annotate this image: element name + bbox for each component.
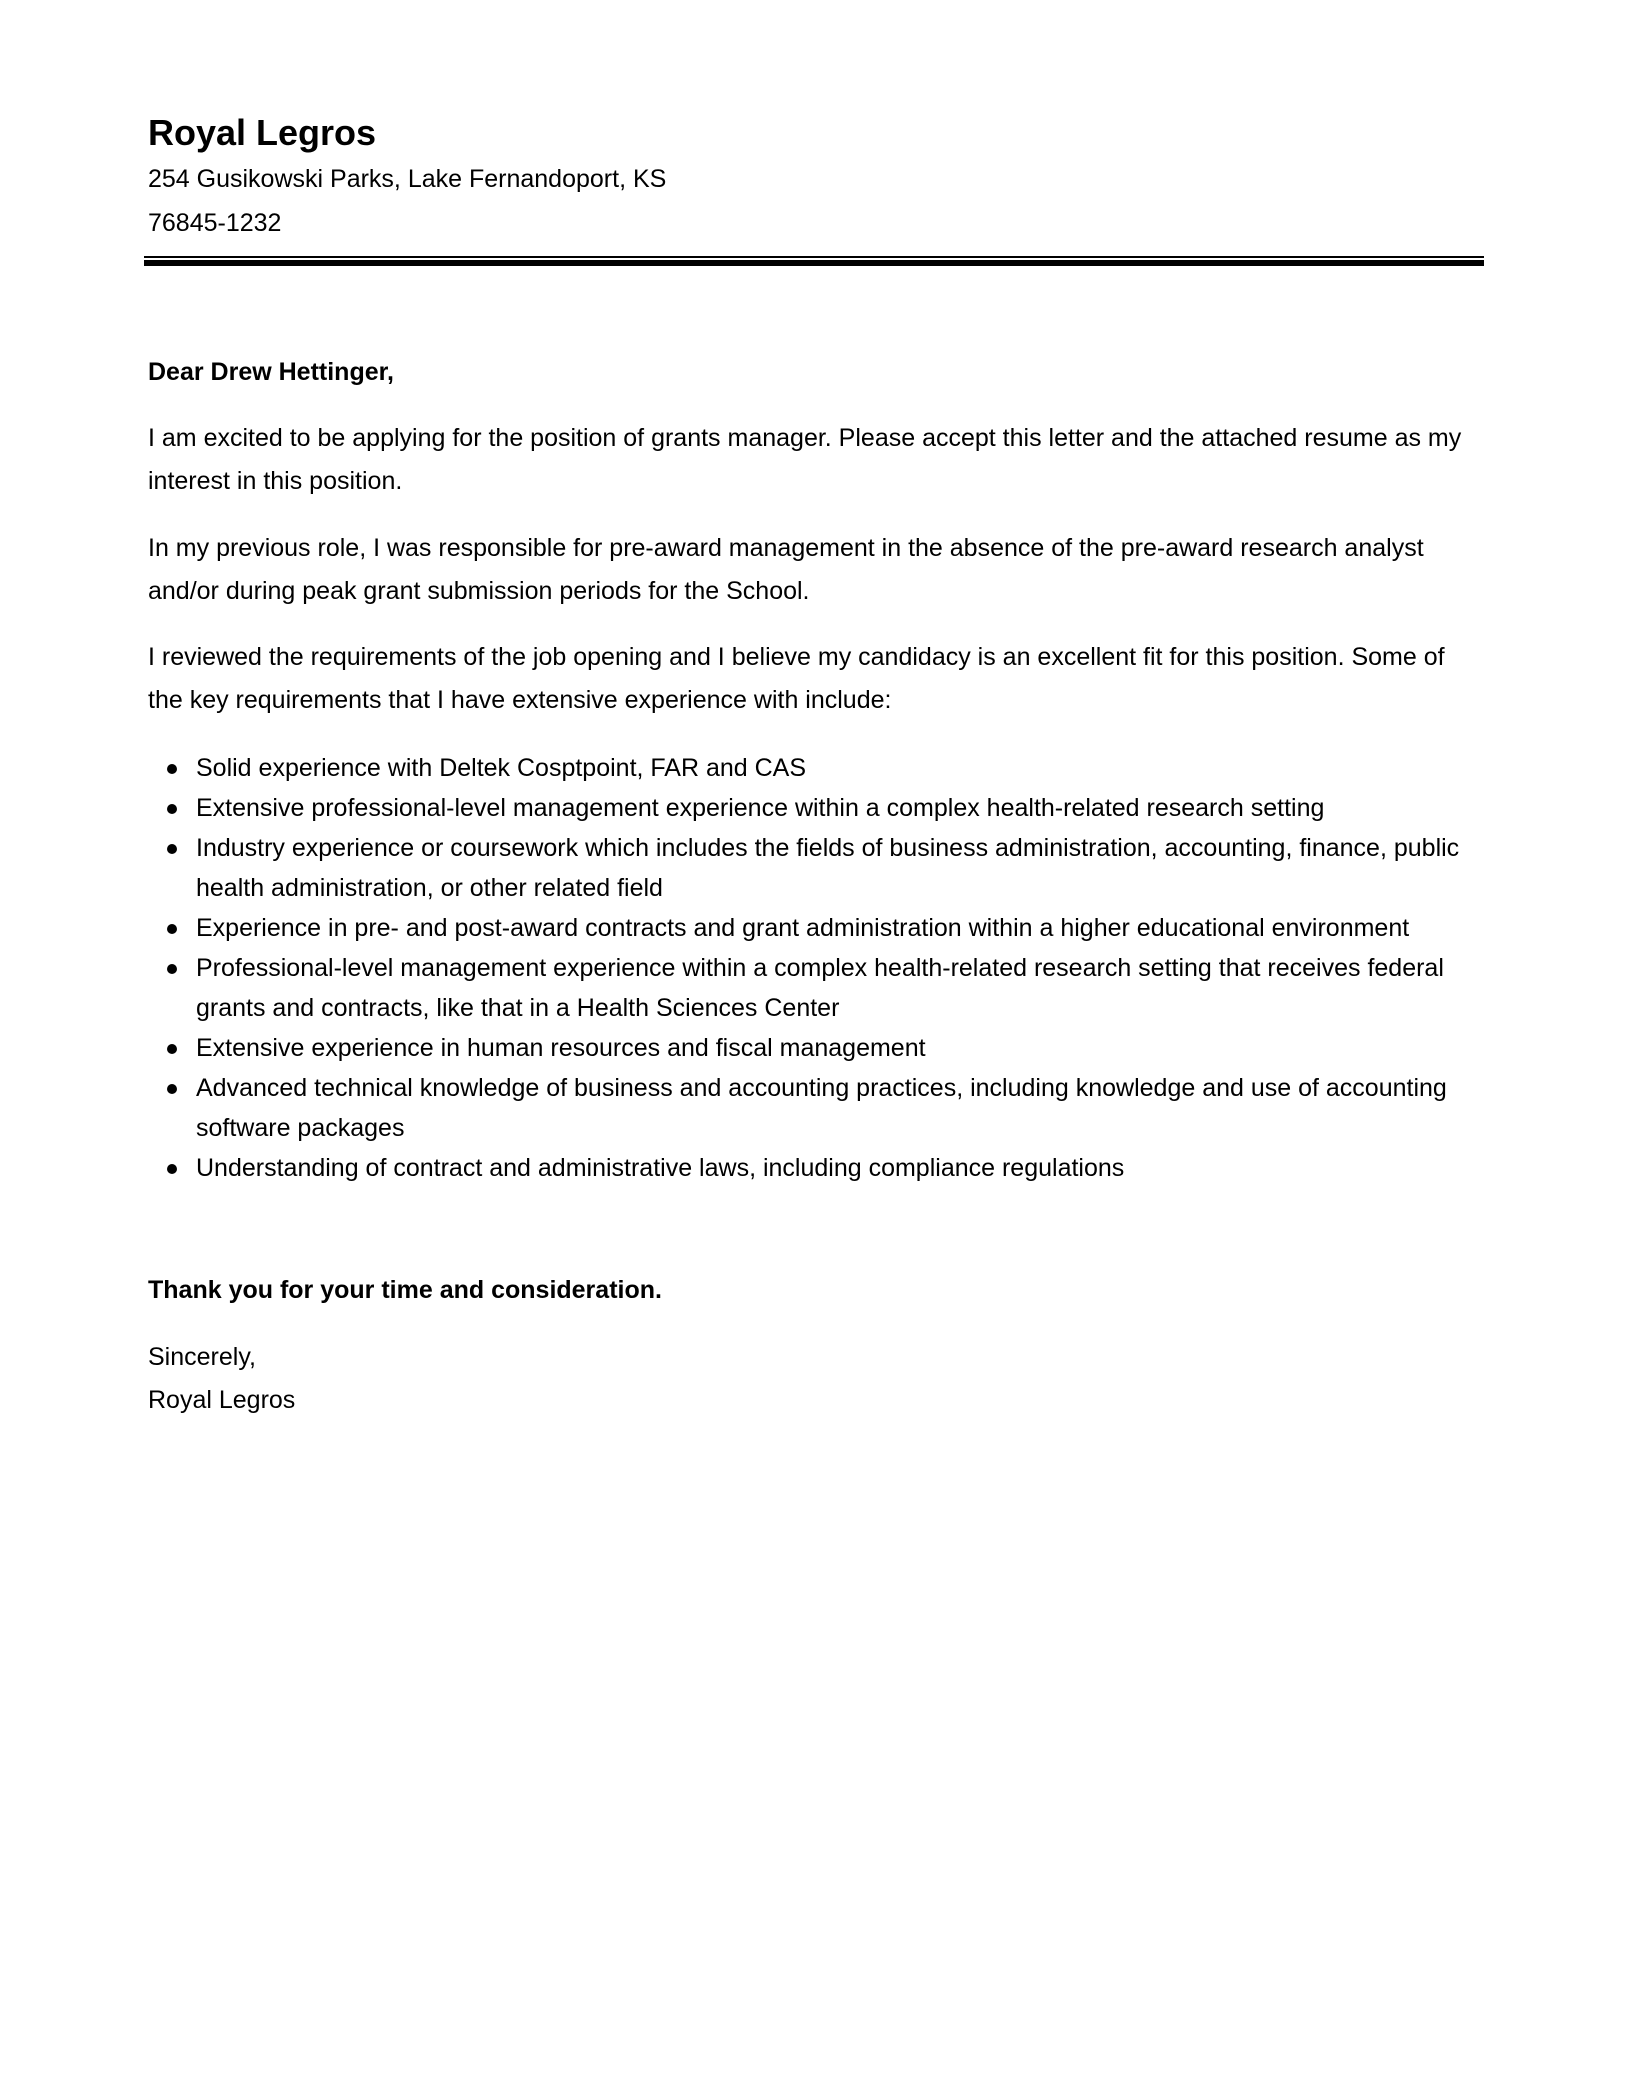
list-item-text: Extensive professional-level management experience within a complex health-related research setting (196, 794, 1325, 822)
closing-line: Thank you for your time and consideration. (148, 1276, 662, 1304)
list-item (196, 1068, 1496, 1148)
list-item-text: Solid experience with Deltek Cosptpoint, FAR and CAS (196, 754, 807, 782)
bullet-icon (167, 764, 177, 774)
header-divider (144, 256, 1484, 266)
requirements-list (148, 748, 1496, 1188)
list-item (196, 1148, 1496, 1188)
bullet-icon (167, 924, 177, 934)
list-item-text: Experience in pre- and post-award contracts and grant administration within a higher educational environment (196, 914, 1410, 942)
bullet-icon (167, 844, 177, 854)
paragraph-requirements: I reviewed the requirements of the job opening and I believe my candidacy is an excellent fit for this position. Some of the key requirements that I have extensive experience with include: (148, 643, 1445, 714)
bullet-icon (167, 1164, 177, 1174)
list-item-text: Industry experience or coursework which includes the fields of business administration, accounting, finance, public health administration, or other related field (196, 834, 1460, 902)
list-item (196, 748, 1496, 788)
sender-name: Royal Legros (148, 112, 377, 153)
bullet-icon (167, 1084, 177, 1094)
bullet-icon (167, 1044, 177, 1054)
sender-address-line1: 254 Gusikowski Parks, Lake Fernandoport, KS (148, 165, 667, 193)
bullet-icon (167, 964, 177, 974)
list-item (196, 788, 1496, 828)
sender-address-line2: 76845-1232 (148, 209, 282, 237)
list-item-text: Extensive experience in human resources and fiscal management (196, 1034, 926, 1062)
signoff: Sincerely, (148, 1343, 256, 1371)
list-item (196, 948, 1496, 1028)
bullet-icon (167, 804, 177, 814)
list-item (196, 1028, 1496, 1068)
paragraph-previous-role: In my previous role, I was responsible for pre-award management in the absence of the pre-award research analyst and/or during peak grant submission periods for the School. (148, 534, 1424, 605)
list-item-text: Advanced technical knowledge of business and accounting practices, including knowledge and use of accounting software packages (196, 1074, 1447, 1142)
paragraph-intro: I am excited to be applying for the position of grants manager. Please accept this letter and the attached resume as my interest in this position. (148, 424, 1462, 495)
list-item (196, 908, 1496, 948)
list-item-text: Professional-level management experience within a complex health-related research setting that receives federal grants and contracts, like that in a Health Sciences Center (196, 954, 1444, 1022)
list-item (196, 828, 1496, 908)
signature-name: Royal Legros (148, 1386, 296, 1414)
list-item-text: Understanding of contract and administrative laws, including compliance regulations (196, 1154, 1125, 1182)
salutation: Dear Drew Hettinger, (148, 358, 394, 386)
